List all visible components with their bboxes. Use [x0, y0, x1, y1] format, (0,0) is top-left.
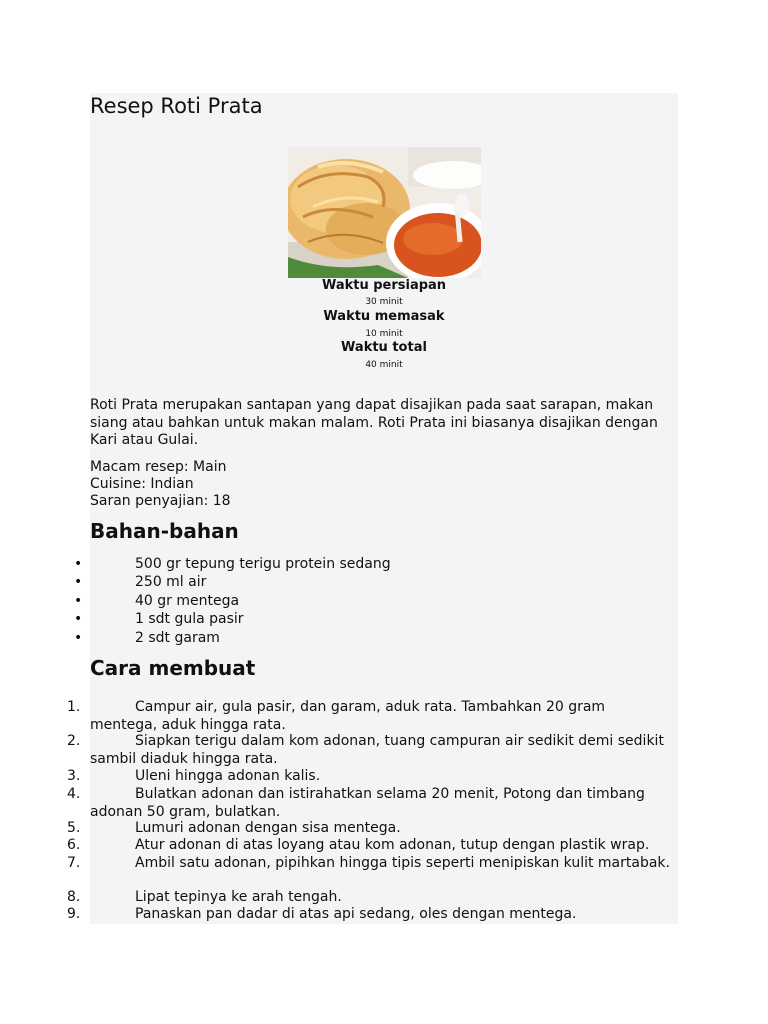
recipe-type: Macam resep: Main [90, 459, 227, 475]
bullet-marker: • [74, 630, 83, 646]
recipe-servings: Saran penyajian: 18 [90, 493, 231, 509]
bullet-marker: • [74, 574, 83, 590]
bullet-marker: • [74, 611, 83, 627]
step-number: 7. [67, 855, 81, 871]
cook-time-value: 10 minit [365, 329, 403, 339]
step-text: Bulatkan adonan dan istirahatkan selama 20 menit, Potong dan timbang adonan 50 gram, bulatkan. [90, 786, 645, 820]
intro-paragraph: Roti Prata merupakan santapan yang dapat disajikan pada saat sarapan, makan siang atau bahkan untuk makan malam. Roti Prata ini biasanya disajikan dengan Kari atau Gulai. [90, 397, 658, 448]
recipe-cuisine: Cuisine: Indian [90, 476, 194, 492]
step-text: Ambil satu adonan, pipihkan hingga tipis seperti menipiskan kulit martabak. [135, 855, 670, 871]
prep-time-label: Waktu persiapan [321, 278, 447, 293]
ingredient-item: 2 sdt garam [135, 630, 220, 646]
step-number: 2. [67, 733, 81, 749]
recipe-title: Resep Roti Prata [90, 94, 263, 118]
cook-time-label: Waktu memasak [323, 309, 445, 324]
step-text: Siapkan terigu dalam kom adonan, tuang campuran air sedikit demi sedikit sambil diaduk hingga rata. [90, 733, 664, 767]
step-text: Uleni hingga adonan kalis. [135, 768, 321, 784]
step-number: 3. [67, 768, 81, 784]
ingredient-item: 1 sdt gula pasir [135, 611, 244, 627]
step-number: 5. [67, 820, 81, 836]
step-number: 6. [67, 837, 81, 853]
step-text: Campur air, gula pasir, dan garam, aduk rata. Tambahkan 20 gram mentega, aduk hingga rata. [90, 699, 606, 733]
step-text: Atur adonan di atas loyang atau kom adonan, tutup dengan plastik wrap. [135, 837, 650, 853]
step-text: Panaskan pan dadar di atas api sedang, oles dengan mentega. [135, 906, 577, 922]
steps-heading: Cara membuat [90, 656, 256, 680]
ingredients-heading: Bahan-bahan [90, 519, 239, 543]
step-number: 9. [67, 906, 81, 922]
ingredient-item: 40 gr mentega [135, 593, 240, 609]
bullet-marker: • [74, 593, 83, 609]
ingredient-item: 500 gr tepung terigu protein sedang [135, 556, 391, 572]
prep-time-value: 30 minit [365, 297, 403, 307]
total-time-value: 40 minit [365, 360, 403, 370]
bullet-marker: • [74, 556, 83, 572]
step-number: 1. [67, 699, 81, 715]
step-text: Lipat tepinya ke arah tengah. [135, 889, 342, 905]
step-number: 4. [67, 786, 81, 802]
ingredient-item: 250 ml air [135, 574, 207, 590]
step-text: Lumuri adonan dengan sisa mentega. [135, 820, 401, 836]
step-number: 8. [67, 889, 81, 905]
total-time-label: Waktu total [341, 340, 427, 355]
roti-prata-photo [288, 147, 481, 278]
